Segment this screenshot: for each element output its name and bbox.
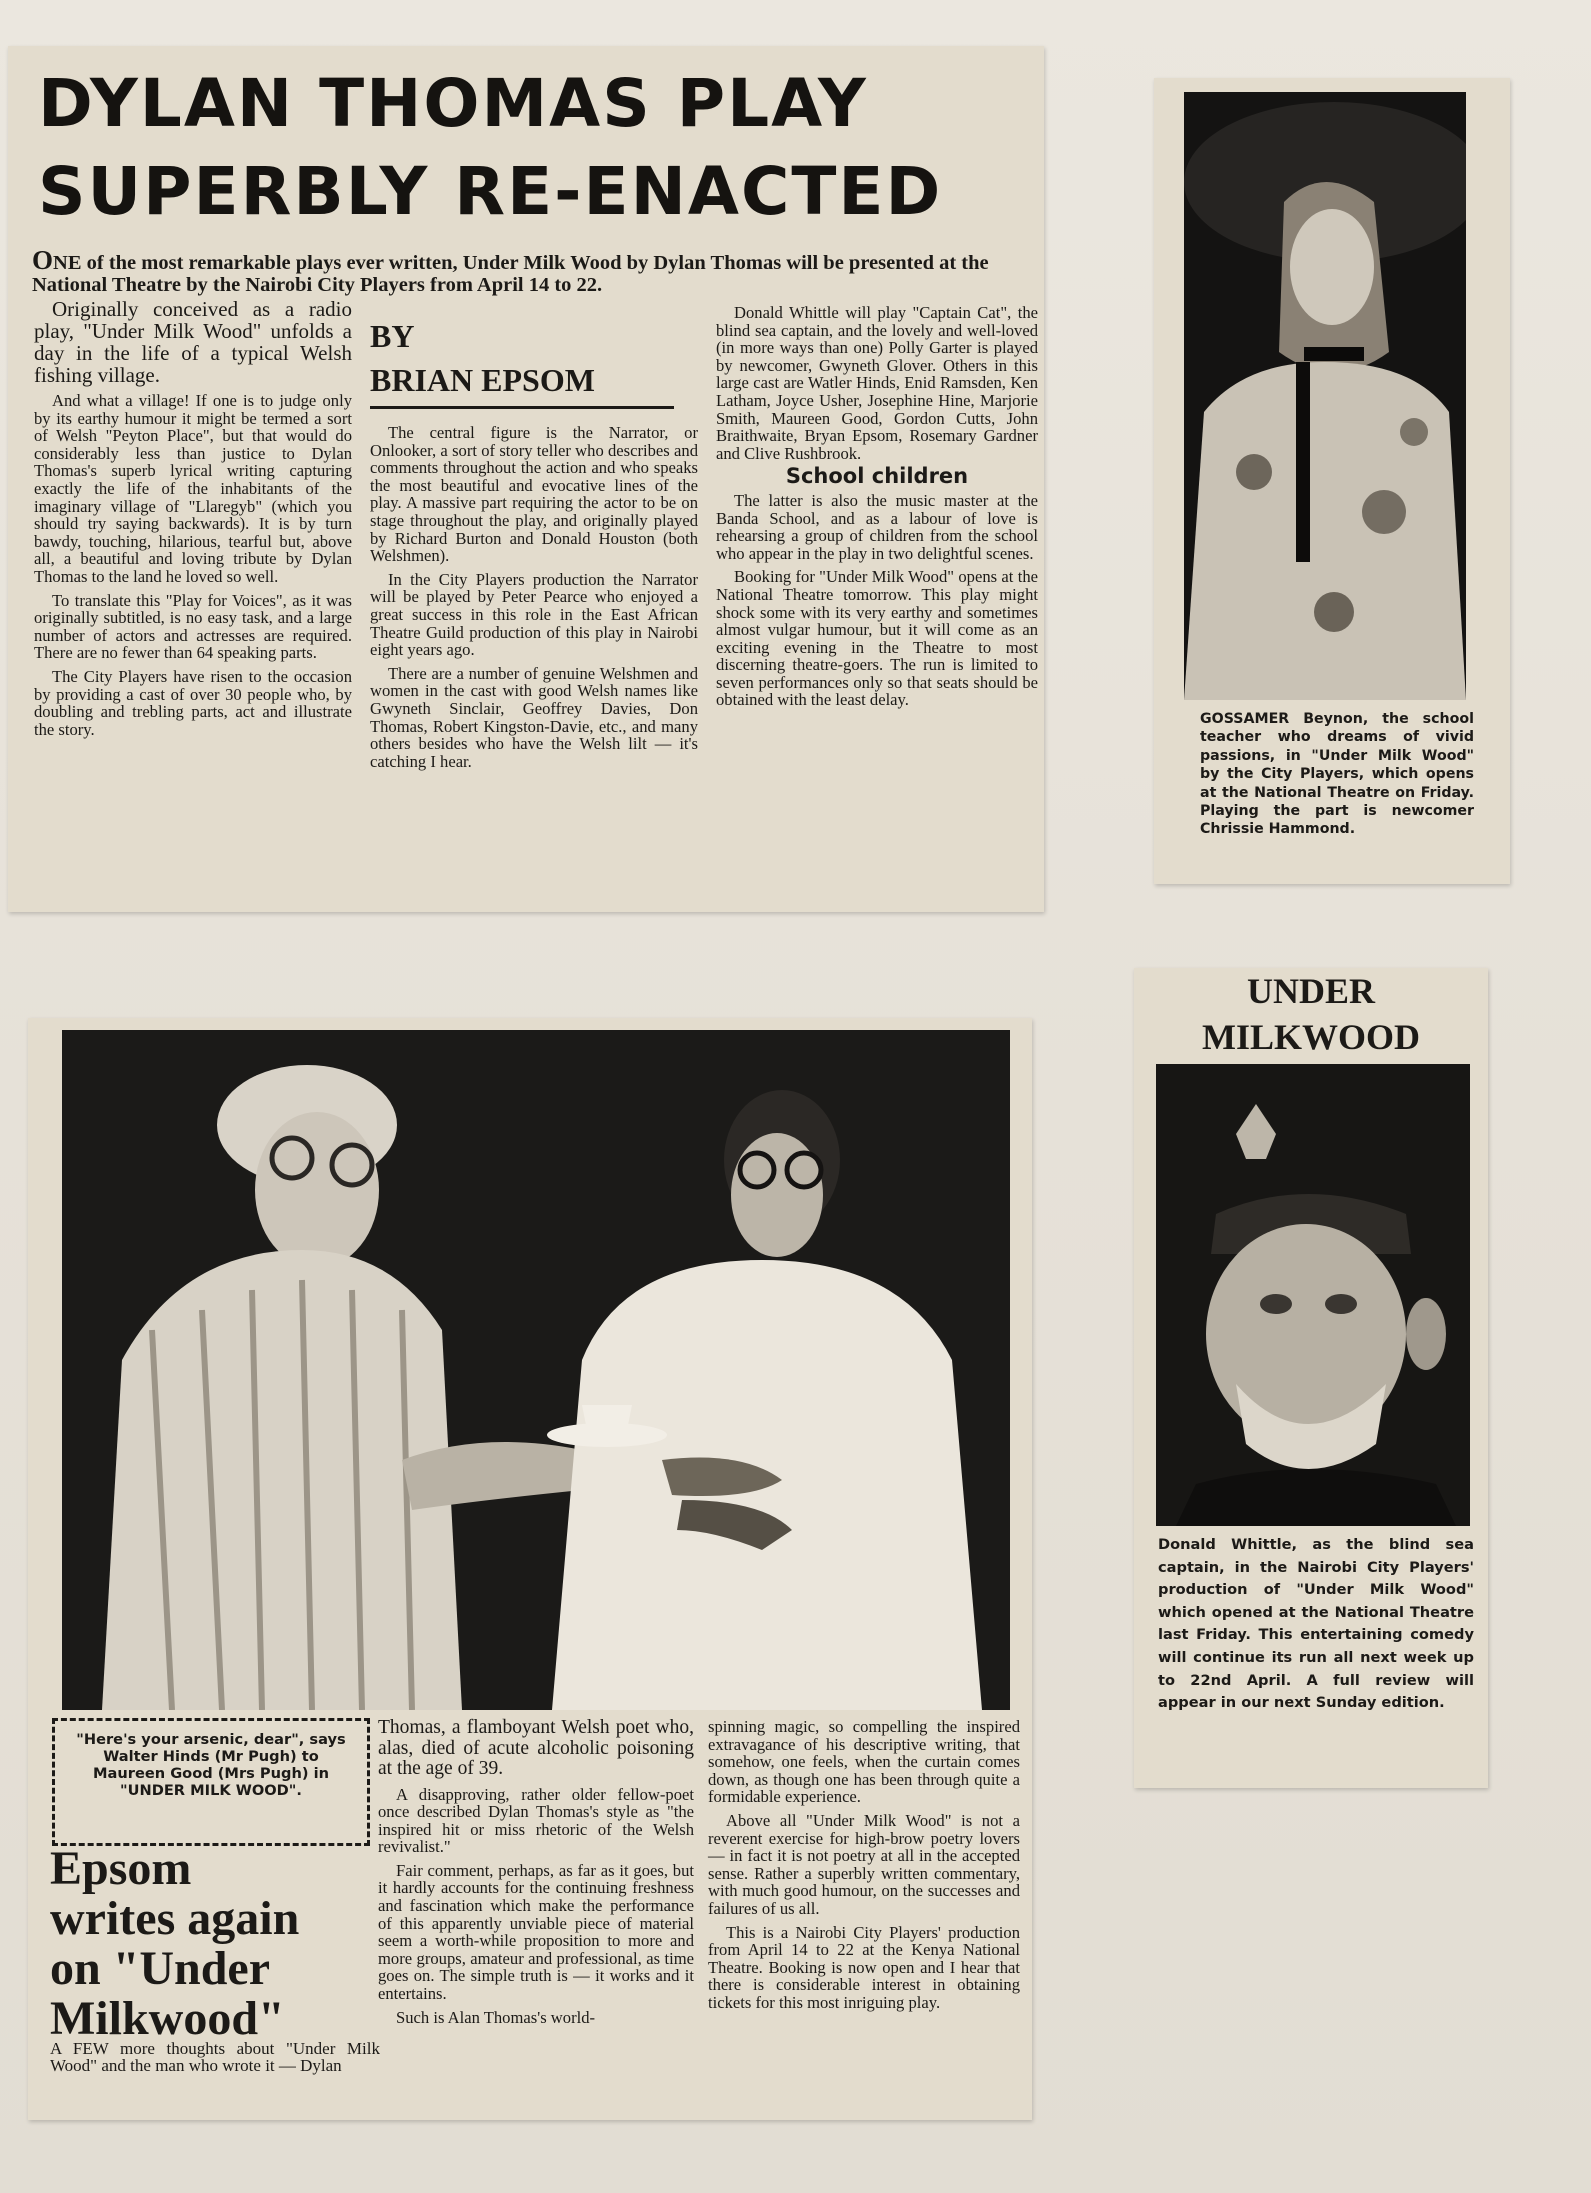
whittle-headline [1134, 968, 1488, 1060]
paragraph: spinning magic, so compelling the inspired extravagance of his descriptive writing, that somehow, one feels, when the curtain comes down, as though one has been through quite a formidable experience. [708, 1717, 1020, 1807]
paragraph: The central figure is the Narrator, or Onlooker, a sort of story teller who describes and comments throughout the action and who speaks the most beautiful and evocative lines of the play. A massive part requiring the actor to be on stage throughout the play, and originally played by Richard Burton and Donald Houston (both Welshmen). [370, 423, 698, 566]
paragraph: Such is Alan Thomas's world- [396, 2007, 596, 2027]
paragraph: The City Players have risen to the occasion by providing a cast of over 30 people who, by doubling and trebling parts, act and illustrate the story. [34, 666, 352, 739]
article-column-1 [34, 298, 352, 744]
second-headline [50, 1844, 380, 2044]
second-article-column-3 [708, 1718, 1020, 2018]
headline-line-1: DYLAN THOMAS PLAY [38, 65, 868, 142]
paragraph: And what a village! If one is to judge only by its earthy humour it might be termed a sort of Welsh "Peyton Place", but that would do considerably less than justice to Dylan Thomas's superb lyrical writing capturing exactly the life of the inhabitants of the imaginary village of "Llaregyb" (which you should try saying backwards). It is by turn bawdy, touching, hilarious, tearful but, above all, a beautiful and loving tribute by Dylan Thomas to the land he loved so well. [34, 391, 352, 586]
paragraph: A disapproving, rather older fellow-poet once described Dylan Thomas's style as "the inspired hit or miss rhetoric of the Welsh revivalist." [378, 1784, 694, 1857]
article-column-2 [370, 424, 698, 776]
paragraph: In the City Players production the Narrator will be played by Peter Pearce who enjoyed a great success in this role in the East African Theatre Guild production of this play in Nairobi eight years ago. [370, 569, 698, 660]
whittle-headline-line: MILKWOOD [1201, 1017, 1420, 1057]
article-column-3 [716, 304, 1038, 715]
second-headline-line: Epsom [50, 1842, 192, 1895]
byline-by: BY [370, 318, 415, 354]
gossamer-caption: GOSSAMER Beynon, the school teacher who dreams of vivid passions, in "Under Milk Wood" by the City Players, which opens at the National Theatre on Friday. Playing the part is newcomer Chrissie Hammond. [1200, 711, 1474, 838]
whittle-photo [1156, 1064, 1470, 1526]
second-headline-line: Milkwood" [50, 1992, 285, 2045]
byline [370, 314, 674, 409]
lede-paragraph [32, 245, 1030, 296]
main-headline [38, 60, 1028, 236]
intro-paragraph: A FEW more thoughts about "Under Milk Wood" and the man who wrote it — Dylan [50, 2039, 380, 2076]
gossamer-clipping [1154, 78, 1510, 884]
second-article-column-2 [378, 1718, 694, 2032]
whittle-headline-line: UNDER [1246, 971, 1375, 1011]
lede-text: NE of the most remarkable plays ever written, Under Milk Wood by Dylan Thomas will be presented at the National Theatre by the Nairobi City Players from April 14 to 22. [32, 252, 989, 296]
second-article-clipping [28, 1018, 1032, 2120]
photo-caption-box: "Here's your arsenic, dear", says Walter Hinds (Mr Pugh) to Maureen Good (Mrs Pugh) in "UNDER MILK WOOD". [52, 1718, 370, 1846]
second-article-intro-column [50, 2040, 380, 2080]
gossamer-photo-illustration [1184, 92, 1466, 700]
paragraph: The latter is also the music master at the Banda School, and as a labour of love is rehearsing a group of children from the school who appear in the play in two delightful scenes. [716, 490, 1038, 563]
whittle-photo-illustration [1156, 1064, 1470, 1526]
whittle-caption: Donald Whittle, as the blind sea captain, in the Nairobi City Players' production of "Under Milk Wood" which opened at the National Theatre last Friday. This entertaining comedy will continue its run all next week up to 22nd April. A full review will appear in our next Sunday edition. [1158, 1536, 1474, 1712]
pugh-scene-photo [62, 1030, 1010, 1710]
paragraph: Above all "Under Milk Wood" is not a reverent exercise for high-brow poetry lovers — in fact it is not poetry at all in the accepted sense. Rather a superbly written commentary, with much good humour, on the successes and failures of us all. [708, 1810, 1020, 1918]
paragraph: This is a Nairobi City Players' production from April 14 to 22 at the Kenya National Theatre. Booking is now open and I hear that there is considerable interest in obtaining tickets for this most inriguing play. [708, 1922, 1020, 2012]
second-headline-line: on "Under [50, 1942, 271, 1995]
byline-author: BRIAN EPSOM [370, 362, 595, 398]
headline-line-2: SUPERBLY RE-ENACTED [38, 153, 943, 230]
paragraph: Donald Whittle will play "Captain Cat", the blind sea captain, and the lovely and well-loved (in more ways than one) Polly Garter is played by newcomer, Gwyneth Glover. Others in this large cast are Watler Hinds, Enid Ramsden, Ken Latham, Joyce Usher, Josephine Hine, Marjorie Smith, Maureen Good, Gordon Cutts, John Braithwaite, Bryan Epsom, Rosemary Gardner and Clive Rushbrook. [716, 303, 1038, 463]
paragraph: To translate this "Play for Voices", as it was originally subtitled, is no easy task, and a large number of actors and actresses are required. There are no fewer than 64 speaking parts. [34, 590, 352, 663]
lede-dropcap: O [32, 245, 54, 275]
whittle-clipping [1134, 968, 1488, 1788]
gossamer-photo [1184, 92, 1466, 700]
paragraph: There are a number of genuine Welshmen and women in the cast with good Welsh names like Gwyneth Sinclair, Geoffrey Davies, Don Thomas, Robert Kingston-Davie, etc., and many others besides who have the Welsh lilt — it's catching I hear. [370, 663, 698, 771]
second-headline-line: writes again [50, 1892, 300, 1945]
paragraph: Booking for "Under Milk Wood" opens at the National Theatre tomorrow. This play might shock some with its very earthy and sometimes almost vulgar humour, but it will come as an exciting evening in the Theatre to most discerning theatre-goers. The run is limited to seven performances only so that seats should be obtained with the least delay. [716, 567, 1038, 710]
paragraph: Originally conceived as a radio play, "Under Milk Wood" unfolds a day in the life of a typical Welsh fishing village. [34, 297, 352, 387]
main-article-clipping [8, 46, 1044, 912]
subheading: School children [785, 464, 969, 489]
pugh-scene-illustration [62, 1030, 1010, 1710]
paragraph: Thomas, a flamboyant Welsh poet who, alas, died of acute alcoholic poisoning at the age of 39. [378, 1717, 694, 1779]
byline-rule [370, 406, 674, 409]
paragraph: Fair comment, perhaps, as far as it goes, but it hardly accounts for the continuing freshness and fascination which make the performance of this apparently unviable piece of material seem a worth-while proposition to more and more groups, amateur and professional, as time goes on. The simple truth is — it works and it entertains. [378, 1860, 694, 2004]
